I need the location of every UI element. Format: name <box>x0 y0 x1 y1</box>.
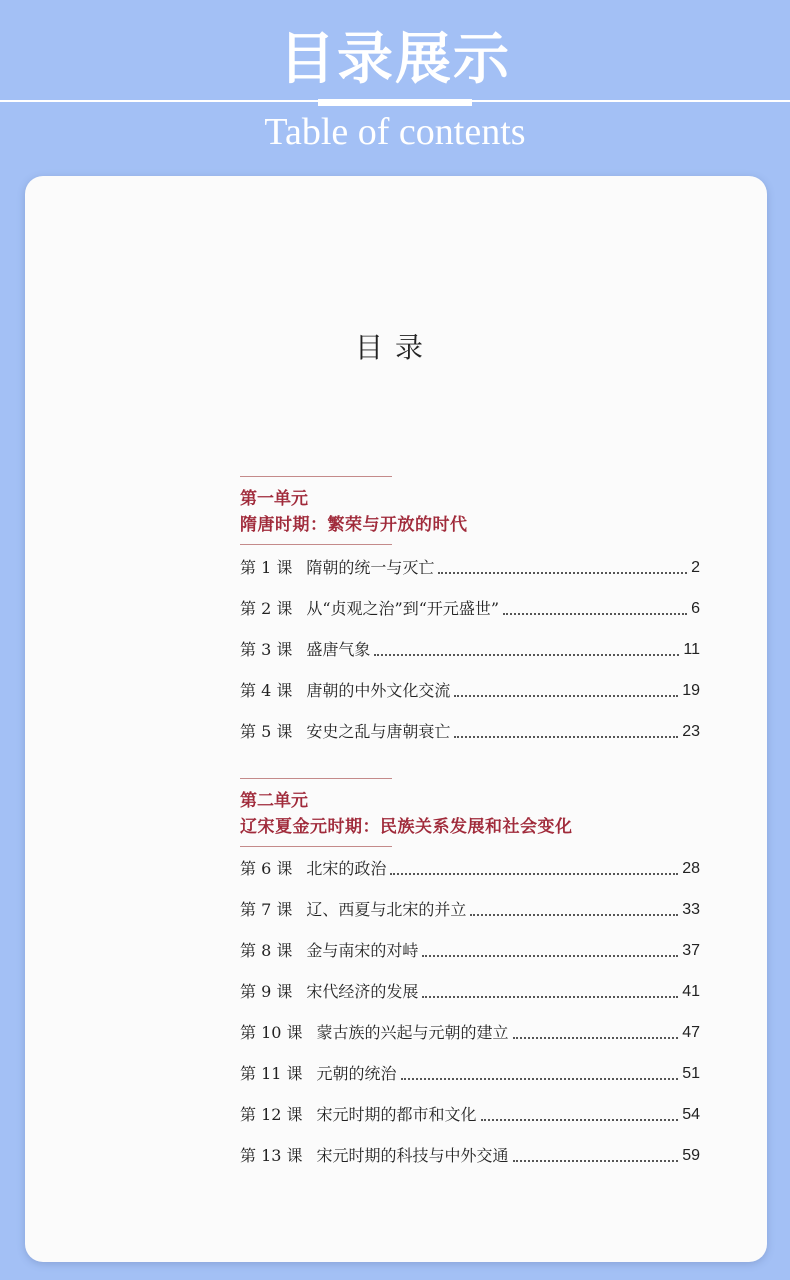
dot-leader <box>422 996 678 998</box>
page-title: 目录展示 <box>279 27 511 92</box>
toc-entry[interactable] <box>240 638 700 662</box>
lesson-title: 盛唐气象 <box>306 640 371 659</box>
lesson-number: 第 10 课 <box>240 1023 303 1042</box>
dot-leader <box>503 613 687 615</box>
toc-entry[interactable] <box>240 939 700 963</box>
unit-rule-bottom <box>240 544 392 545</box>
lesson-title: 元朝的统治 <box>316 1064 397 1083</box>
toc-title: 目录 <box>354 331 435 364</box>
page-number: 59 <box>682 1147 700 1164</box>
lesson-title: 辽、西夏与北宋的并立 <box>306 900 467 919</box>
dot-leader <box>513 1160 679 1162</box>
lesson-number: 第 6 课 <box>240 859 293 878</box>
toc-entry[interactable] <box>240 679 700 703</box>
toc-entry[interactable] <box>240 857 700 881</box>
toc-entry[interactable] <box>240 597 700 621</box>
lesson-number: 第 2 课 <box>240 599 293 618</box>
toc-entry[interactable] <box>240 720 700 744</box>
page-number: 28 <box>682 860 700 877</box>
lesson-number: 第 9 课 <box>240 982 293 1001</box>
lesson-title: 宋元时期的都市和文化 <box>316 1105 477 1124</box>
toc-entry[interactable] <box>240 1021 700 1045</box>
lesson-number: 第 4 课 <box>240 681 293 700</box>
unit-heading <box>240 778 573 847</box>
unit-number: 第一单元 <box>240 489 308 509</box>
unit-rule-top <box>240 476 392 477</box>
dot-leader <box>438 572 687 574</box>
lesson-number: 第 13 课 <box>240 1146 303 1165</box>
lesson-number: 第 12 课 <box>240 1105 303 1124</box>
dot-leader <box>470 914 678 916</box>
unit-name: 辽宋夏金元时期：民族关系发展和社会变化 <box>240 817 573 837</box>
page-number: 23 <box>682 723 700 740</box>
unit-number: 第二单元 <box>240 791 308 811</box>
toc-entry[interactable] <box>240 980 700 1004</box>
page-number: 11 <box>683 641 700 658</box>
lesson-title: 唐朝的中外文化交流 <box>306 681 451 700</box>
dot-leader <box>454 736 678 738</box>
dot-leader <box>401 1078 679 1080</box>
page-number: 6 <box>691 600 700 617</box>
toc-entry[interactable] <box>240 1144 700 1168</box>
page-number: 54 <box>682 1106 700 1123</box>
unit-rule-bottom <box>240 846 392 847</box>
header-divider-accent <box>318 99 472 106</box>
lesson-number: 第 3 课 <box>240 640 293 659</box>
toc-entry[interactable] <box>240 898 700 922</box>
dot-leader <box>374 654 679 656</box>
lesson-title: 安史之乱与唐朝衰亡 <box>306 722 451 741</box>
lesson-number: 第 8 课 <box>240 941 293 960</box>
lesson-title: 金与南宋的对峙 <box>306 941 419 960</box>
page-number: 37 <box>682 942 700 959</box>
dot-leader <box>481 1119 679 1121</box>
page-subtitle: Table of contents <box>264 111 526 153</box>
lesson-title: 北宋的政治 <box>306 859 387 878</box>
page-number: 2 <box>691 559 700 576</box>
dot-leader <box>513 1037 679 1039</box>
dot-leader <box>390 873 678 875</box>
lesson-title: 宋代经济的发展 <box>306 982 419 1001</box>
lesson-number: 第 7 课 <box>240 900 293 919</box>
page-number: 47 <box>682 1024 700 1041</box>
lesson-number: 第 5 课 <box>240 722 293 741</box>
lesson-title: 蒙古族的兴起与元朝的建立 <box>316 1023 509 1042</box>
page-number: 33 <box>682 901 700 918</box>
lesson-number: 第 1 课 <box>240 558 293 577</box>
page-number: 41 <box>682 983 700 1000</box>
dot-leader <box>454 695 678 697</box>
lesson-number: 第 11 课 <box>240 1064 303 1083</box>
lesson-title: 隋朝的统一与灭亡 <box>306 558 435 577</box>
lesson-title: 从“贞观之治”到“开元盛世” <box>306 599 500 618</box>
toc-entry[interactable] <box>240 1103 700 1127</box>
unit-rule-top <box>240 778 392 779</box>
unit-name: 隋唐时期：繁荣与开放的时代 <box>240 515 468 535</box>
toc-entry[interactable] <box>240 1062 700 1086</box>
page-number: 19 <box>682 682 700 699</box>
dot-leader <box>422 955 678 957</box>
toc-entry[interactable] <box>240 556 700 580</box>
page-number: 51 <box>682 1065 700 1082</box>
lesson-title: 宋元时期的科技与中外交通 <box>316 1146 509 1165</box>
unit-heading <box>240 476 468 545</box>
